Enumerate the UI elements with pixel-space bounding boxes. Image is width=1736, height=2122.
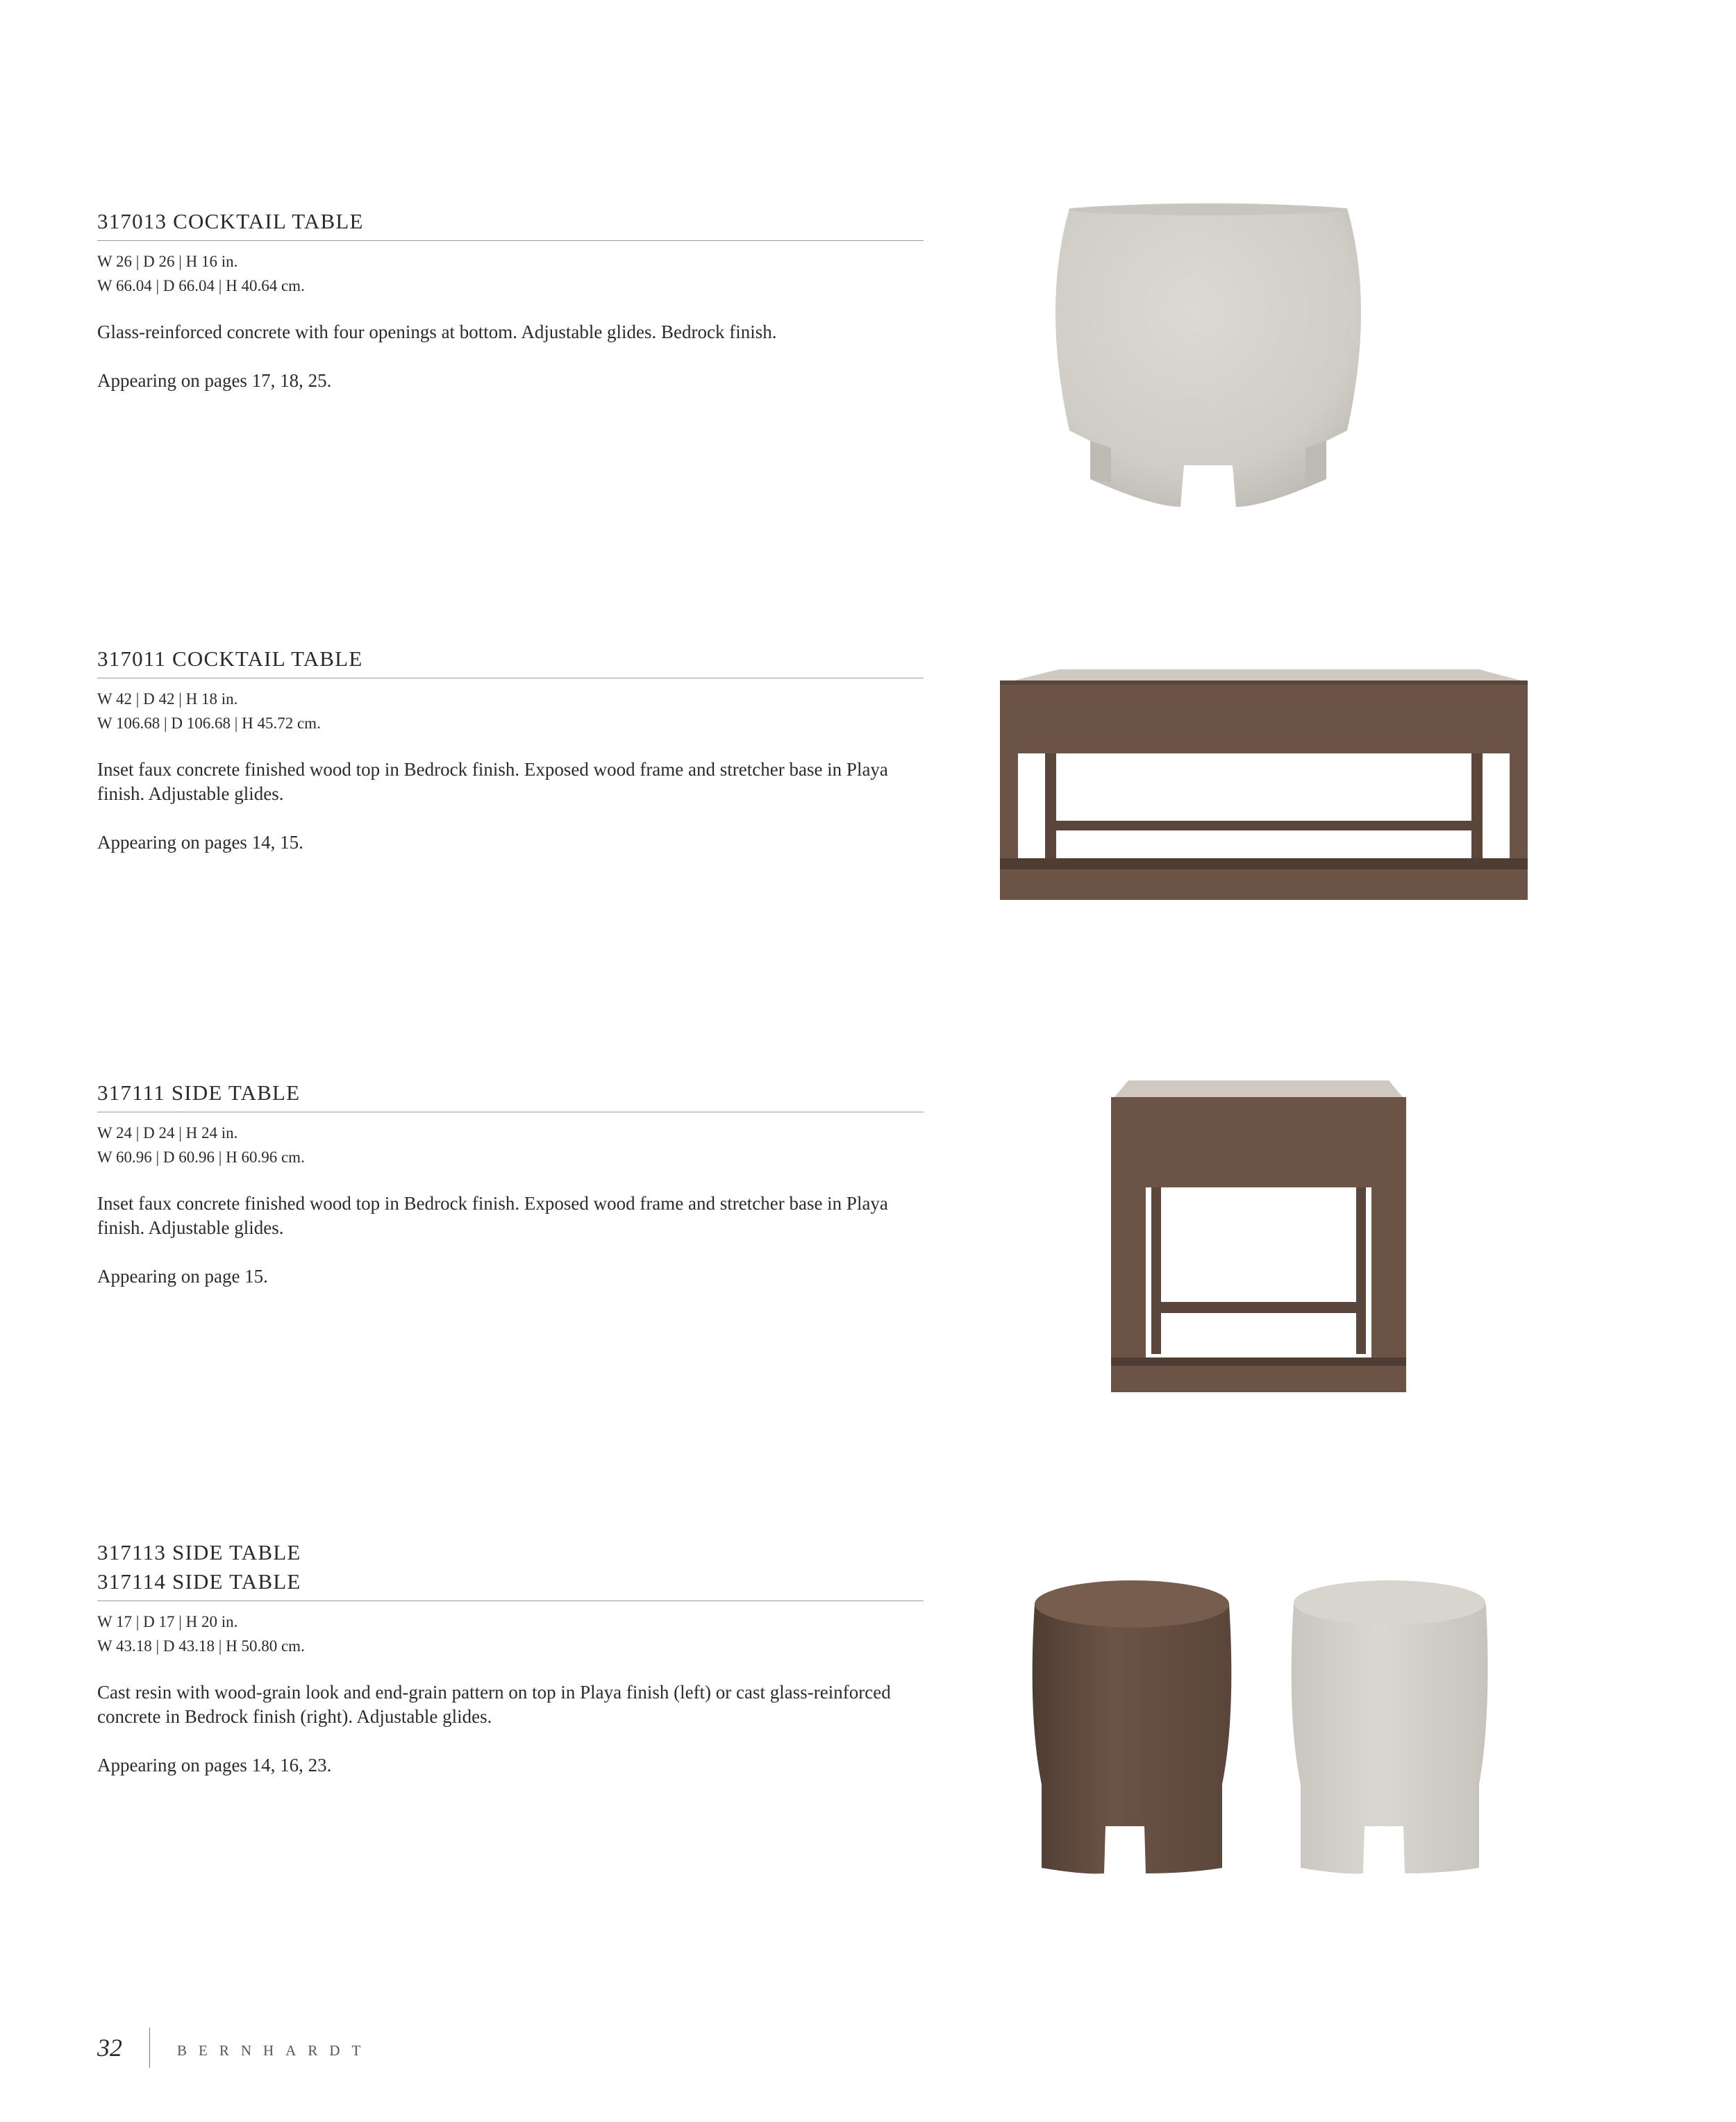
product-description: Inset faux concrete finished wood top in Bedrock finish. Exposed wood frame and stretcher base in Playa finish. Adjustable glides. — [97, 759, 888, 804]
dimensions-inches: W 42 | D 42 | H 18 in. — [97, 690, 238, 708]
product-image-317111-wood-side-table — [1111, 1076, 1406, 1392]
product-title: 317113 SIDE TABLE — [97, 1540, 301, 1564]
dimensions-cm: W 60.96 | D 60.96 | H 60.96 cm. — [97, 1148, 305, 1166]
product-title: 317013 COCKTAIL TABLE — [97, 209, 364, 233]
product-description: Glass-reinforced concrete with four openings at bottom. Adjustable glides. Bedrock finish. — [97, 321, 777, 342]
dimensions-inches: W 24 | D 24 | H 24 in. — [97, 1124, 238, 1142]
product-entry-317013 — [97, 207, 924, 393]
divider — [97, 240, 924, 241]
page-number: 32 — [97, 2034, 122, 2062]
product-image-317013-concrete-cocktail-table — [1035, 201, 1382, 514]
product-title-secondary: 317114 SIDE TABLE — [97, 1569, 301, 1594]
dimensions-inches: W 17 | D 17 | H 20 in. — [97, 1613, 238, 1630]
footer-divider — [149, 2028, 150, 2068]
appearing-pages: Appearing on pages 14, 16, 23. — [97, 1755, 332, 1776]
product-entry-317011 — [97, 644, 924, 855]
product-description: Inset faux concrete finished wood top in Bedrock finish. Exposed wood frame and stretcher base in Playa finish. Adjustable glides. — [97, 1193, 888, 1238]
product-image-317011-wood-cocktail-table — [1000, 667, 1528, 903]
product-image-317114-concrete-stool — [1283, 1576, 1495, 1875]
dimensions-inches: W 26 | D 26 | H 16 in. — [97, 253, 238, 270]
brand-name: BERNHARDT — [177, 2042, 373, 2059]
appearing-pages: Appearing on page 15. — [97, 1266, 268, 1287]
appearing-pages: Appearing on pages 14, 15. — [97, 832, 303, 853]
dimensions-cm: W 66.04 | D 66.04 | H 40.64 cm. — [97, 277, 305, 294]
product-entry-317113-317114 — [97, 1538, 924, 1778]
product-entry-317111 — [97, 1078, 924, 1289]
product-title: 317111 SIDE TABLE — [97, 1080, 301, 1105]
product-image-317113-wood-stool — [1021, 1576, 1240, 1875]
product-title: 317011 COCKTAIL TABLE — [97, 646, 363, 671]
product-description: Cast resin with wood-grain look and end-grain pattern on top in Playa finish (left) or cast glass-reinforced concrete in Bedrock finish (right). Adjustable glides. — [97, 1682, 891, 1727]
dimensions-cm: W 43.18 | D 43.18 | H 50.80 cm. — [97, 1637, 305, 1655]
dimensions-cm: W 106.68 | D 106.68 | H 45.72 cm. — [97, 715, 321, 732]
appearing-pages: Appearing on pages 17, 18, 25. — [97, 370, 332, 391]
